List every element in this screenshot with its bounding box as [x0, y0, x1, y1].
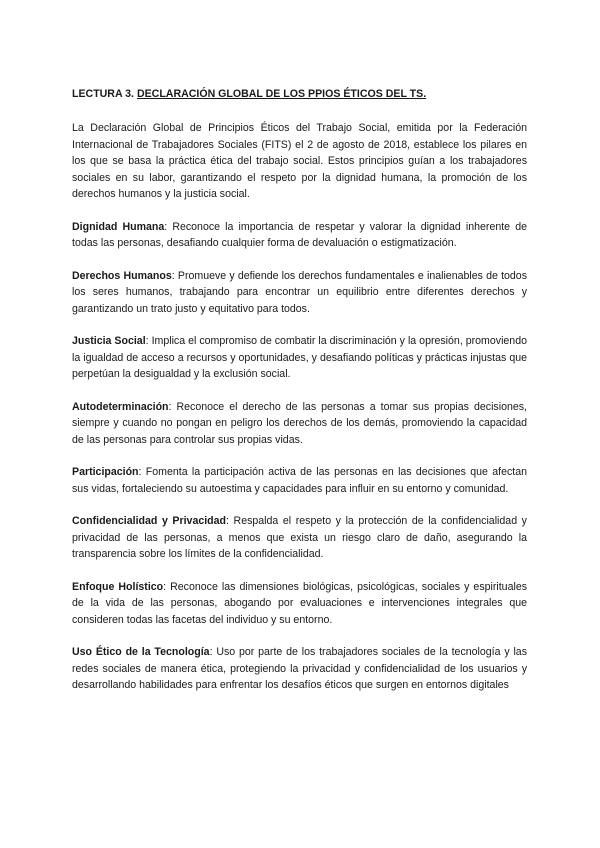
- principle-text: : Implica el compromiso de combatir la discriminación y la opresión, promoviendo la igualdad de acceso a recursos y oportunidades, y desafiando políticas y prácticas injustas que perpetúan la desigualdad y la exclusión social.: [72, 335, 527, 380]
- principle-term: Autodeterminación: [72, 400, 169, 413]
- principle-text: : Promueve y defiende los derechos fundamentales e inalienables de todos los seres humanos, trabajando para encontrar un equilibrio entre diferentes derechos y garantizando un trato justo y equitativo para todos.: [72, 269, 528, 315]
- principle-text: : Reconoce la importancia de respetar y valorar la dignidad inherente de todas las personas, desafiando cualquier forma de devaluación o estigmatización.: [72, 220, 527, 249]
- document-page: [72, 86, 527, 710]
- principle-term: Participación: [72, 466, 139, 478]
- principle-autodeterminacion: [72, 399, 527, 449]
- principle-text: : Reconoce el derecho de las personas a tomar sus propias decisiones, siempre y cuando no pongan en peligro los derechos de los demás, promoviendo la capacidad de las personas para controlar sus propias vidas.: [72, 400, 527, 446]
- principle-participacion: [72, 464, 527, 497]
- principle-term: Enfoque Holístico: [72, 580, 164, 593]
- principle-term: Derechos Humanos: [72, 269, 172, 282]
- principle-uso-etico-tecnologia: [72, 644, 527, 694]
- principle-term: Justicia Social: [72, 335, 146, 347]
- principle-text: : Reconoce las dimensiones biológicas, psicológicas, sociales y espirituales de la vida de las personas, abogando por evaluaciones e intervenciones integrales que consideren todas las facetas del individuo y su entorno.: [72, 580, 528, 626]
- principle-enfoque-holistico: [72, 579, 527, 629]
- lecture-heading: [72, 86, 527, 102]
- principle-confidencialidad: [72, 513, 527, 563]
- principle-text: : Fomenta la participación activa de las personas en las decisiones que afectan sus vidas, fortaleciendo su autoestima y capacidades para influir en su entorno y comunidad.: [72, 466, 527, 495]
- principle-term: Confidencialidad y Privacidad: [72, 515, 227, 527]
- lecture-heading-prefix: LECTURA 3.: [72, 88, 137, 100]
- principle-justicia-social: [72, 333, 527, 383]
- principle-text: : Respalda el respeto y la protección de la confidencialidad y privacidad de las personas, a menos que exista un riesgo claro de daño, asegurando la transparencia sobre los límites de la confidencialidad.: [72, 515, 527, 560]
- principle-term: Dignidad Humana: [72, 220, 165, 233]
- principle-derechos-humanos: [72, 268, 527, 318]
- intro-paragraph: La Declaración Global de Principios Éticos del Trabajo Social, emitida por la Federación Internacional de Trabajadores Sociales (FITS) el 2 de agosto de 2018, establece los pilares en los que se basa la práctica ética del trabajo social. Estos principios guían a los trabajadores sociales en su labor, garantizando el respeto por la dignidad humana, la promoción de los derechos humanos y la justicia social.: [72, 122, 527, 200]
- principle-term: Uso Ético de la Tecnología: [72, 646, 210, 658]
- lecture-heading-title: DECLARACIÓN GLOBAL DE LOS PPIOS ÉTICOS DEL TS.: [136, 88, 427, 100]
- principle-text: : Uso por parte de los trabajadores sociales de la tecnología y las redes sociales de manera ética, protegiendo la privacidad y confidencialidad de los usuarios y desarrollando habilidades para enfrentar los desafíos éticos que surgen en entornos digitales: [72, 646, 527, 691]
- principle-dignidad-humana: [72, 219, 527, 252]
